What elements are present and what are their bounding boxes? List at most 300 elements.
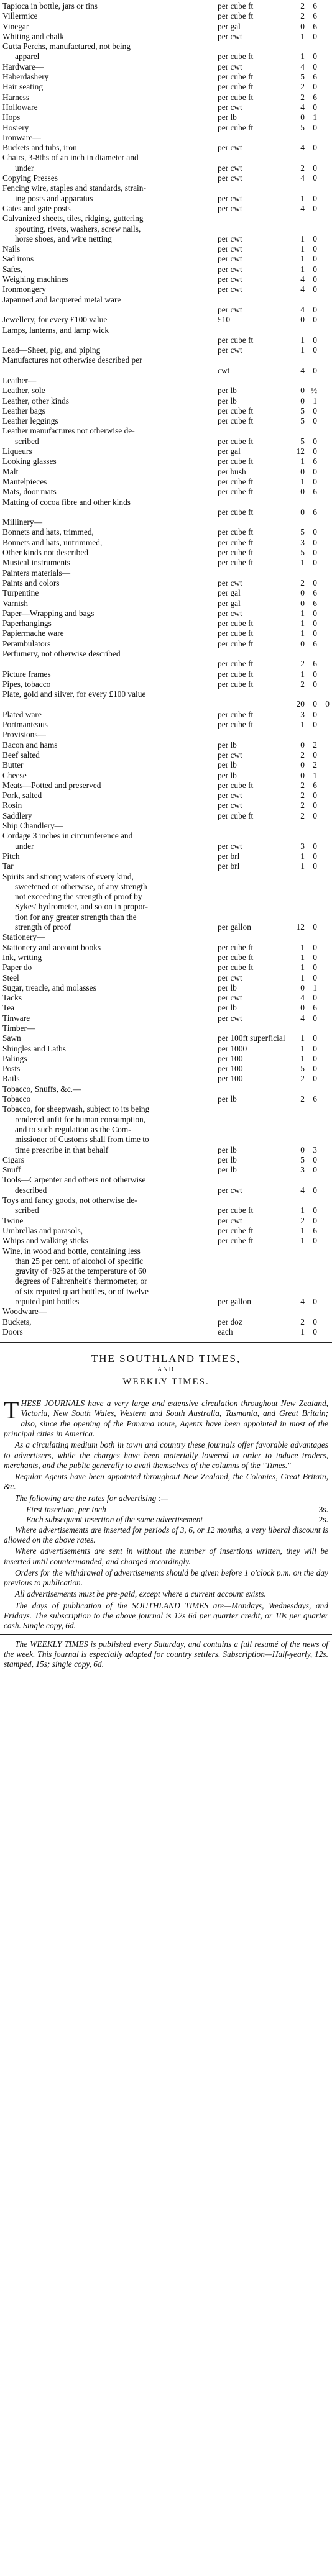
advertising-notice-terms bbox=[0, 1525, 332, 1631]
tariff-amount-part: 2 bbox=[300, 1074, 305, 1084]
tariff-unit: per cwt bbox=[218, 1185, 242, 1195]
tariff-item: Matting of cocoa fibre and other kinds bbox=[2, 497, 131, 507]
tariff-row bbox=[0, 639, 332, 649]
tariff-amount-part bbox=[317, 305, 330, 315]
tariff-row bbox=[0, 649, 332, 659]
tariff-item: Weighing machines bbox=[2, 274, 68, 284]
tariff-amount bbox=[290, 456, 330, 466]
tariff-unit: per cwt bbox=[218, 578, 242, 587]
tariff-row bbox=[0, 224, 332, 234]
tariff-amount-part: 1 bbox=[300, 942, 305, 952]
tariff-amount bbox=[290, 102, 330, 112]
tariff-unit: per cube ft bbox=[218, 92, 254, 102]
tariff-row bbox=[0, 11, 332, 21]
tariff-amount-part: 6 bbox=[313, 72, 317, 82]
tariff-amount-part: 0 bbox=[300, 638, 305, 648]
tariff-amount-part: 1 bbox=[300, 963, 305, 973]
tariff-row bbox=[0, 740, 332, 750]
rate-value: 2s. bbox=[318, 1515, 328, 1525]
tariff-amount-part bbox=[317, 1003, 330, 1013]
masthead-and: AND bbox=[157, 1366, 175, 1374]
tariff-amount-part: 0 bbox=[313, 406, 317, 415]
tariff-amount-part bbox=[317, 265, 330, 274]
tariff-amount-part: 0 bbox=[313, 669, 317, 679]
tariff-amount bbox=[290, 993, 330, 1003]
weekly-paragraph: The WEEKLY TIMES is published every Saturday, and contains a full resumé of the news of the week. This journal is especially adapted for country settlers. Subscription—Half-yearly, 12s. stamped, 15s; single copy, 6d. bbox=[4, 1639, 328, 1669]
tariff-amount bbox=[290, 194, 330, 204]
tariff-row bbox=[0, 1064, 332, 1074]
masthead-title: THE SOUTHLAND TIMES, bbox=[91, 1353, 241, 1365]
tariff-amount bbox=[290, 1226, 330, 1236]
notice-paragraph: As a circulating medium both in town and country these journals offer favorable advantages to advertisers, while the charges have been materially lowered in order to induce traders, merchants, and the public generally to avail themselves of the columns of the "Times." bbox=[4, 1440, 328, 1470]
tariff-amount bbox=[290, 609, 330, 619]
tariff-item: Whips and walking sticks bbox=[2, 1236, 88, 1246]
tariff-unit: per lb bbox=[218, 982, 237, 992]
tariff-amount-part: 0 bbox=[313, 1236, 317, 1246]
tariff-amount-part bbox=[317, 628, 330, 638]
tariff-row bbox=[0, 163, 332, 173]
tariff-amount-part: 1 bbox=[300, 254, 305, 264]
tariff-amount-part: 6 bbox=[313, 588, 317, 598]
tariff-amount bbox=[290, 335, 330, 345]
tariff-unit: per cube ft bbox=[218, 659, 254, 669]
tariff-unit: per gal bbox=[218, 21, 241, 31]
tariff-item: Lamps, lanterns, and lamp wick bbox=[2, 325, 109, 335]
tariff-unit: per cube ft bbox=[218, 679, 254, 689]
tariff-amount-part bbox=[317, 963, 330, 973]
tariff-amount bbox=[290, 72, 330, 82]
tariff-row bbox=[0, 194, 332, 204]
tariff-unit: per cwt bbox=[218, 1013, 242, 1023]
tariff-unit: per cube ft bbox=[218, 720, 254, 730]
tariff-row bbox=[0, 72, 332, 82]
tariff-row bbox=[0, 1276, 332, 1286]
tariff-unit: per cube ft bbox=[218, 406, 254, 415]
tariff-item: degrees of Fahrenheit's thermometer, or bbox=[15, 1276, 147, 1286]
tariff-amount-part: 5 bbox=[300, 122, 305, 132]
tariff-item: Papiermache ware bbox=[2, 628, 64, 638]
advertising-notice bbox=[0, 1396, 332, 1503]
tariff-row bbox=[0, 1014, 332, 1023]
tariff-amount bbox=[290, 628, 330, 638]
tariff-amount bbox=[290, 507, 330, 517]
tariff-item: Perambulators bbox=[2, 638, 51, 648]
tariff-amount bbox=[290, 983, 330, 993]
tariff-amount-part: 6 bbox=[313, 1225, 317, 1235]
tariff-amount-part: 0 bbox=[313, 143, 317, 153]
tariff-amount bbox=[290, 447, 330, 456]
tariff-amount-part: 0 bbox=[300, 760, 305, 770]
tariff-item: Saddlery bbox=[2, 810, 32, 820]
tariff-unit: per brl bbox=[218, 851, 240, 861]
tariff-amount-part bbox=[317, 416, 330, 426]
tariff-amount-part: 2 bbox=[300, 659, 305, 669]
tariff-amount-part bbox=[317, 467, 330, 477]
tariff-row bbox=[0, 1195, 332, 1205]
tariff-row bbox=[0, 345, 332, 355]
tariff-unit: per cube ft bbox=[218, 780, 254, 790]
tariff-amount-part: 6 bbox=[313, 456, 317, 466]
weekly-notice bbox=[0, 1639, 332, 1670]
tariff-row bbox=[0, 1175, 332, 1185]
tariff-amount-part: 1 bbox=[300, 861, 305, 871]
rate-value: 3s. bbox=[318, 1505, 328, 1515]
tariff-amount-part bbox=[317, 386, 330, 396]
tariff-item: Mantelpieces bbox=[2, 476, 47, 486]
tariff-amount-part bbox=[317, 143, 330, 153]
tariff-row bbox=[0, 517, 332, 527]
tariff-amount bbox=[290, 477, 330, 487]
tariff-amount-part: 6 bbox=[313, 1003, 317, 1013]
tariff-item: Leather manufactures not otherwise de- bbox=[2, 426, 135, 436]
tariff-amount-part bbox=[317, 22, 330, 32]
tariff-amount-part: 5 bbox=[300, 72, 305, 82]
tariff-item: Tacks bbox=[2, 993, 22, 1003]
tariff-item: Hops bbox=[2, 112, 21, 122]
tariff-unit: per lb bbox=[218, 1003, 237, 1013]
tariff-row bbox=[0, 62, 332, 72]
tariff-unit: per gallon bbox=[218, 922, 251, 932]
tariff-unit: per cwt bbox=[218, 163, 242, 173]
tariff-amount-part: 0 bbox=[313, 203, 317, 213]
tariff-row bbox=[0, 133, 332, 143]
tariff-item: Leather, other kinds bbox=[2, 396, 69, 406]
tariff-row bbox=[0, 599, 332, 609]
tariff-amount-part: 3 bbox=[313, 1145, 317, 1154]
tariff-item: Musical instruments bbox=[2, 558, 70, 568]
tariff-amount-part: 0 bbox=[313, 244, 317, 254]
tariff-row bbox=[0, 426, 332, 436]
tariff-amount-part bbox=[317, 11, 330, 21]
tariff-row bbox=[0, 467, 332, 477]
tariff-row bbox=[0, 437, 332, 447]
tariff-unit: per cube ft bbox=[218, 52, 254, 61]
tariff-item: Vinegar bbox=[2, 21, 29, 31]
tariff-amount-part: 1 bbox=[300, 720, 305, 730]
tariff-item: Spirits and strong waters of every kind, bbox=[2, 871, 134, 881]
tariff-amount-part bbox=[317, 1155, 330, 1165]
tariff-unit: per cube ft bbox=[218, 416, 254, 426]
tariff-amount bbox=[290, 669, 330, 679]
tariff-row bbox=[0, 1115, 332, 1125]
tariff-amount-part: 0 bbox=[313, 1154, 317, 1164]
tariff-amount-part: 0 bbox=[300, 1145, 305, 1154]
tariff-unit: per cube ft bbox=[218, 507, 254, 517]
tariff-unit: per cwt bbox=[218, 1215, 242, 1225]
tariff-amount bbox=[290, 487, 330, 497]
tariff-amount-part: 0 bbox=[313, 264, 317, 274]
tariff-amount-part: 6 bbox=[313, 659, 317, 669]
tariff-amount-part: 0 bbox=[313, 1317, 317, 1327]
tariff-amount bbox=[290, 93, 330, 102]
tariff-amount bbox=[290, 406, 330, 416]
notice-paragraph: Regular Agents have been appointed throughout New Zealand, the Colonies, Great Britain, &c. bbox=[4, 1472, 328, 1492]
tariff-item: horse shoes, and wire netting bbox=[15, 234, 112, 243]
tariff-item: Manufactures not otherwise described per bbox=[2, 355, 142, 365]
tariff-item: Ship Chandlery— bbox=[2, 821, 63, 831]
tariff-item: scribed bbox=[15, 1205, 39, 1215]
tariff-amount-part: 1 bbox=[300, 234, 305, 243]
tariff-amount-part: 4 bbox=[300, 304, 305, 314]
tariff-row bbox=[0, 295, 332, 305]
tariff-item: missioner of Customs shall from time to bbox=[15, 1135, 149, 1145]
tariff-item: Ironware— bbox=[2, 132, 41, 142]
tariff-amount-part: 3 bbox=[300, 841, 305, 851]
tariff-amount-part: 0 bbox=[300, 588, 305, 598]
tariff-item: Wine, in wood and bottle, containing less bbox=[2, 1246, 141, 1256]
tariff-amount-part: ½ bbox=[310, 386, 317, 396]
tariff-amount-part: 1 bbox=[300, 345, 305, 355]
tariff-unit: per cube ft bbox=[218, 72, 254, 82]
tariff-amount-part: 4 bbox=[300, 274, 305, 284]
tariff-row bbox=[0, 568, 332, 578]
tariff-unit: per cwt bbox=[218, 800, 242, 810]
tariff-amount bbox=[290, 32, 330, 42]
tariff-item: Buckets and tubs, iron bbox=[2, 143, 77, 153]
tariff-row bbox=[0, 1205, 332, 1215]
tariff-amount-part bbox=[317, 1165, 330, 1175]
rate-label: Each subsequent insertion of the same advertisement bbox=[26, 1515, 203, 1525]
tariff-amount-part: 2 bbox=[300, 800, 305, 810]
tariff-item: Paints and colors bbox=[2, 578, 60, 587]
tariff-item: ing posts and apparatus bbox=[15, 193, 93, 203]
tariff-row bbox=[0, 689, 332, 699]
tariff-item: described bbox=[15, 1185, 47, 1195]
tariff-item: Sugar, treacle, and molasses bbox=[2, 982, 96, 992]
tariff-row bbox=[0, 902, 332, 912]
tariff-amount-part bbox=[317, 1074, 330, 1084]
tariff-row bbox=[0, 416, 332, 426]
tariff-row bbox=[0, 183, 332, 193]
tariff-item: rendered unfit for human consumption, bbox=[15, 1114, 146, 1124]
tariff-row bbox=[0, 396, 332, 406]
rates-table bbox=[0, 1505, 332, 1525]
tariff-amount-part: 6 bbox=[313, 92, 317, 102]
tariff-row bbox=[0, 588, 332, 598]
tariff-amount-part: 0 bbox=[300, 396, 305, 406]
tariff-row bbox=[0, 1094, 332, 1104]
tariff-amount-part: 1 bbox=[300, 1225, 305, 1235]
tariff-amount-part: 4 bbox=[300, 203, 305, 213]
tariff-amount bbox=[290, 1327, 330, 1337]
notice-paragraph: All advertisements must be pre-paid, except where a current account exists. bbox=[15, 1589, 266, 1599]
tariff-unit: £10 bbox=[218, 315, 231, 325]
tariff-amount-part bbox=[317, 983, 330, 993]
tariff-row bbox=[0, 932, 332, 942]
tariff-amount-part: 1 bbox=[300, 476, 305, 486]
tariff-amount bbox=[290, 639, 330, 649]
tariff-amount-part bbox=[317, 953, 330, 963]
tariff-amount bbox=[290, 467, 330, 477]
tariff-amount-part bbox=[317, 1186, 330, 1195]
tariff-amount-part: 0 bbox=[313, 699, 317, 709]
tariff-item: Beef salted bbox=[2, 750, 40, 760]
tariff-unit: per 100 bbox=[218, 1053, 243, 1063]
tariff-row bbox=[0, 720, 332, 730]
tariff-amount-part bbox=[317, 102, 330, 112]
tariff-amount-part bbox=[317, 558, 330, 568]
tariff-amount-part: 4 bbox=[300, 284, 305, 294]
tariff-amount bbox=[290, 234, 330, 244]
tariff-item: Tobacco, Snuffs, &c.— bbox=[2, 1084, 81, 1094]
tariff-amount-part: 5 bbox=[300, 1154, 305, 1164]
tariff-amount-part: 0 bbox=[313, 1165, 317, 1175]
tariff-amount-part bbox=[317, 1054, 330, 1064]
tariff-row bbox=[0, 487, 332, 497]
tariff-amount-part: 6 bbox=[313, 11, 317, 21]
tariff-item: Fencing wire, staples and standards, strain- bbox=[2, 183, 146, 193]
tariff-row bbox=[0, 1226, 332, 1236]
tariff-item: Buckets, bbox=[2, 1317, 32, 1327]
tariff-item: apparel bbox=[15, 52, 40, 61]
tariff-amount bbox=[290, 963, 330, 973]
tariff-row bbox=[0, 882, 332, 892]
tariff-unit: per cwt bbox=[218, 143, 242, 153]
masthead-subtitle: WEEKLY TIMES. bbox=[122, 1376, 210, 1387]
tariff-amount-part: 2 bbox=[300, 1317, 305, 1327]
tariff-item: Paperhangings bbox=[2, 619, 52, 628]
tariff-amount-part: 0 bbox=[313, 476, 317, 486]
tariff-amount bbox=[290, 1054, 330, 1064]
tariff-row bbox=[0, 953, 332, 963]
tariff-item: Whiting and chalk bbox=[2, 31, 64, 41]
tariff-amount-part: 0 bbox=[313, 447, 317, 456]
tariff-item: strength of proof bbox=[15, 922, 71, 932]
tariff-amount-part bbox=[317, 973, 330, 983]
tariff-amount bbox=[290, 163, 330, 173]
tariff-row bbox=[0, 102, 332, 112]
tariff-amount-part: 1 bbox=[313, 396, 317, 406]
tariff-amount-part: 0 bbox=[313, 315, 317, 325]
tariff-amount bbox=[290, 1064, 330, 1074]
tariff-amount-part: 0 bbox=[313, 628, 317, 638]
tariff-row bbox=[0, 679, 332, 689]
tariff-amount-part bbox=[317, 477, 330, 487]
tariff-item: Umbrellas and parasols, bbox=[2, 1225, 83, 1235]
tariff-amount bbox=[290, 11, 330, 21]
tariff-item: Butter bbox=[2, 760, 24, 770]
tariff-amount bbox=[290, 841, 330, 851]
tariff-row bbox=[0, 355, 332, 365]
section-divider bbox=[0, 1341, 332, 1343]
tariff-amount-part: 0 bbox=[313, 537, 317, 547]
tariff-unit: per cube ft bbox=[218, 1, 254, 11]
tariff-item: Stationery— bbox=[2, 932, 45, 942]
tariff-item: Malt bbox=[2, 466, 19, 476]
tariff-unit: per brl bbox=[218, 861, 240, 871]
tariff-unit: per cube ft bbox=[218, 537, 254, 547]
tariff-item: Holloware bbox=[2, 102, 38, 112]
tariff-amount-part: 4 bbox=[300, 365, 305, 375]
tariff-item: Lead—Sheet, pig, and piping bbox=[2, 345, 101, 355]
tariff-item: Varnish bbox=[2, 598, 28, 608]
tariff-amount-part bbox=[317, 609, 330, 619]
tariff-amount-part: 0 bbox=[313, 608, 317, 618]
tariff-amount-part bbox=[317, 669, 330, 679]
tariff-row bbox=[0, 699, 332, 709]
tariff-amount-part bbox=[317, 1327, 330, 1337]
tariff-row bbox=[0, 254, 332, 264]
tariff-item: Pitch bbox=[2, 851, 20, 861]
tariff-amount-part bbox=[317, 750, 330, 760]
tariff-amount-part bbox=[317, 1236, 330, 1246]
tariff-amount bbox=[290, 123, 330, 133]
tariff-amount bbox=[290, 659, 330, 669]
tariff-item: sweetened or otherwise, of any strength bbox=[15, 881, 147, 891]
tariff-item: Tobacco bbox=[2, 1094, 31, 1104]
tariff-amount-part: 0 bbox=[313, 851, 317, 861]
tariff-amount bbox=[290, 953, 330, 963]
tariff-amount-part bbox=[317, 507, 330, 517]
tariff-unit: each bbox=[218, 1327, 233, 1336]
tariff-unit: per 1000 bbox=[218, 1043, 247, 1053]
tariff-item: not exceeding the strength of proof by bbox=[15, 892, 142, 902]
tariff-amount-part: 5 bbox=[300, 527, 305, 537]
tariff-amount-part bbox=[317, 740, 330, 750]
tariff-row bbox=[0, 335, 332, 345]
tariff-item: Mats, door mats bbox=[2, 487, 57, 497]
tariff-item: spouting, rivets, washers, screw nails, bbox=[15, 224, 141, 234]
tariff-item: Leather, sole bbox=[2, 386, 45, 396]
tariff-item: Plate, gold and silver, for every £100 value bbox=[2, 689, 146, 699]
tariff-amount-part: 6 bbox=[313, 507, 317, 517]
tariff-item: scribed bbox=[15, 436, 39, 446]
tariff-row bbox=[0, 781, 332, 791]
tariff-amount-part: 1 bbox=[300, 608, 305, 618]
tariff-item: Rails bbox=[2, 1074, 20, 1084]
tariff-unit: per cwt bbox=[218, 993, 242, 1003]
tariff-row bbox=[0, 1044, 332, 1054]
tariff-amount-part bbox=[317, 194, 330, 204]
tariff-amount-part: 6 bbox=[313, 1, 317, 11]
tariff-unit: per cwt bbox=[218, 274, 242, 284]
tariff-amount-part: 4 bbox=[300, 1185, 305, 1195]
tariff-amount bbox=[290, 588, 330, 598]
tariff-unit: per cwt bbox=[218, 102, 242, 112]
tariff-amount-part: 1 bbox=[313, 982, 317, 992]
tariff-amount bbox=[290, 851, 330, 861]
tariff-amount-part bbox=[317, 800, 330, 810]
tariff-amount-part: 0 bbox=[313, 61, 317, 71]
tariff-amount-part: 0 bbox=[313, 1297, 317, 1306]
tariff-amount bbox=[290, 315, 330, 325]
tariff-amount bbox=[290, 710, 330, 720]
tariff-item: Toys and fancy goods, not otherwise de- bbox=[2, 1195, 137, 1205]
tariff-amount-part: 0 bbox=[313, 841, 317, 851]
tariff-item: Tinware bbox=[2, 1013, 30, 1023]
tariff-unit: per cwt bbox=[218, 304, 242, 314]
tariff-unit: per gal bbox=[218, 588, 241, 598]
tariff-amount-part: 0 bbox=[313, 335, 317, 345]
tariff-amount-part: 2 bbox=[300, 750, 305, 760]
tariff-amount bbox=[290, 1033, 330, 1043]
tariff-amount bbox=[290, 112, 330, 122]
tariff-amount bbox=[290, 204, 330, 214]
tariff-row bbox=[0, 578, 332, 588]
tariff-item: Rosin bbox=[2, 800, 22, 810]
tariff-unit: per cwt bbox=[218, 608, 242, 618]
tariff-amount-part: 4 bbox=[300, 143, 305, 153]
tariff-amount-part bbox=[317, 1216, 330, 1226]
tariff-amount-part: 1 bbox=[300, 851, 305, 861]
tariff-amount-part: 0 bbox=[313, 1033, 317, 1043]
tariff-amount-part: 2 bbox=[300, 11, 305, 21]
tariff-unit: per lb bbox=[218, 1145, 237, 1154]
tariff-row bbox=[0, 456, 332, 466]
tariff-amount-part: 0 bbox=[313, 163, 317, 173]
tariff-item: Pork, salted bbox=[2, 791, 42, 800]
tariff-item: Tea bbox=[2, 1003, 15, 1013]
